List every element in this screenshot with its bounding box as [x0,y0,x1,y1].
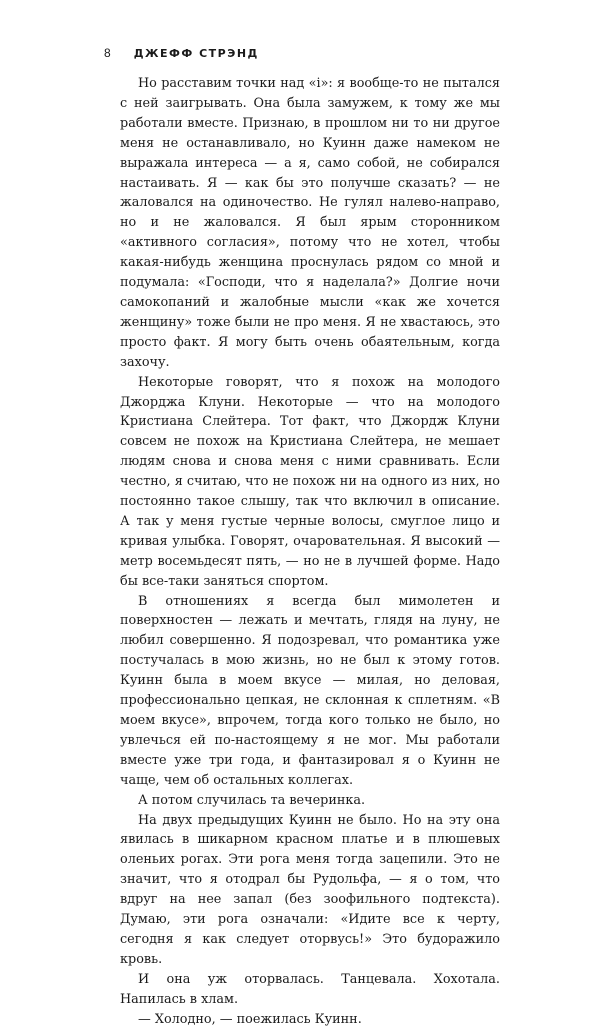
paragraph: В отношениях я всегда был мимолетен и поверхностен — лежать и мечтать, глядя на луну, не любил совершенно. Я подозревал, что романтика уже постучалась в мою жизнь, но не был к этому готов. Куинн была в моем вкусе — милая, но деловая, профессионально цепкая, не склонная к сплетням. «В моем вкусе», впрочем, тогда кого только не было, но увлечься ей по-настоящему я не мог. Мы работали вместе уже три года, и фантазировал я о Куинн не чаще, чем об остальных коллегах. [120,593,500,788]
page-number: 8 [104,46,112,60]
running-header [104,46,259,60]
paragraph: Но расставим точки над «i»: я вообще-то не пытался с ней заигрывать. Она была замужем, к тому же мы работали вместе. Признаю, в прошлом ни то ни другое меня не останавливало, но Куинн даже намеком не выражала интереса — а я, само собой, не собирался настаивать. Я — как бы это получше сказать? — не жаловался на одиночество. Не гулял налево-направо, но и не жаловался. Я был ярым сторонником «активного согласия», потому что не хотел, чтобы какая-нибудь женщина проснулась рядом со мной и подумала: «Господи, что я наделала?» Долгие ночи самокопаний и жалобные мысли «как же хочется женщину» тоже были не про меня. Я не хвастаюсь, это просто факт. Я могу быть очень обаятельным, когда захочу. [120,76,500,370]
body-text [120,74,500,1030]
paragraph: Некоторые говорят, что я похож на молодого Джорджа Клуни. Некоторые — что на молодого Кристиана Слейтера. Тот факт, что Джордж Клуни совсем не похож на Кристиана Слейтера, не мешает людям снова и снова меня с ними сравнивать. Если честно, я считаю, что не похож ни на одного из них, но постоянно такое слышу, так что включил в описание. А так у меня густые черные волосы, смуглое лицо и кривая улыбка. Говорят, очаровательная. Я высокий — метр восемьдесят пять, — но не в лучшей форме. Надо бы все-таки заняться спортом. [120,374,500,589]
paragraph: — Холодно, — поежилась Куинн. [138,1011,362,1027]
paragraph: И она уж оторвалась. Танцевала. Хохотала. Напилась в хлам. [120,971,500,1007]
paragraph: А потом случилась та вечеринка. [138,792,366,808]
paragraph: На двух предыдущих Куинн не было. Но на эту она явилась в шикарном красном платье и в плюшевых оленьих рогах. Эти рога меня тогда зацепили. Это не значит, что я отодрал бы Рудольфа, — я о том, что вдруг на нее запал (без зоофильного подтекста). Думаю, эти рога означали: «Идите все к черту, сегодня я как следует оторвусь!» Это будоражило кровь. [120,812,500,967]
author-name: ДЖЕФФ СТРЭНД [133,47,259,60]
